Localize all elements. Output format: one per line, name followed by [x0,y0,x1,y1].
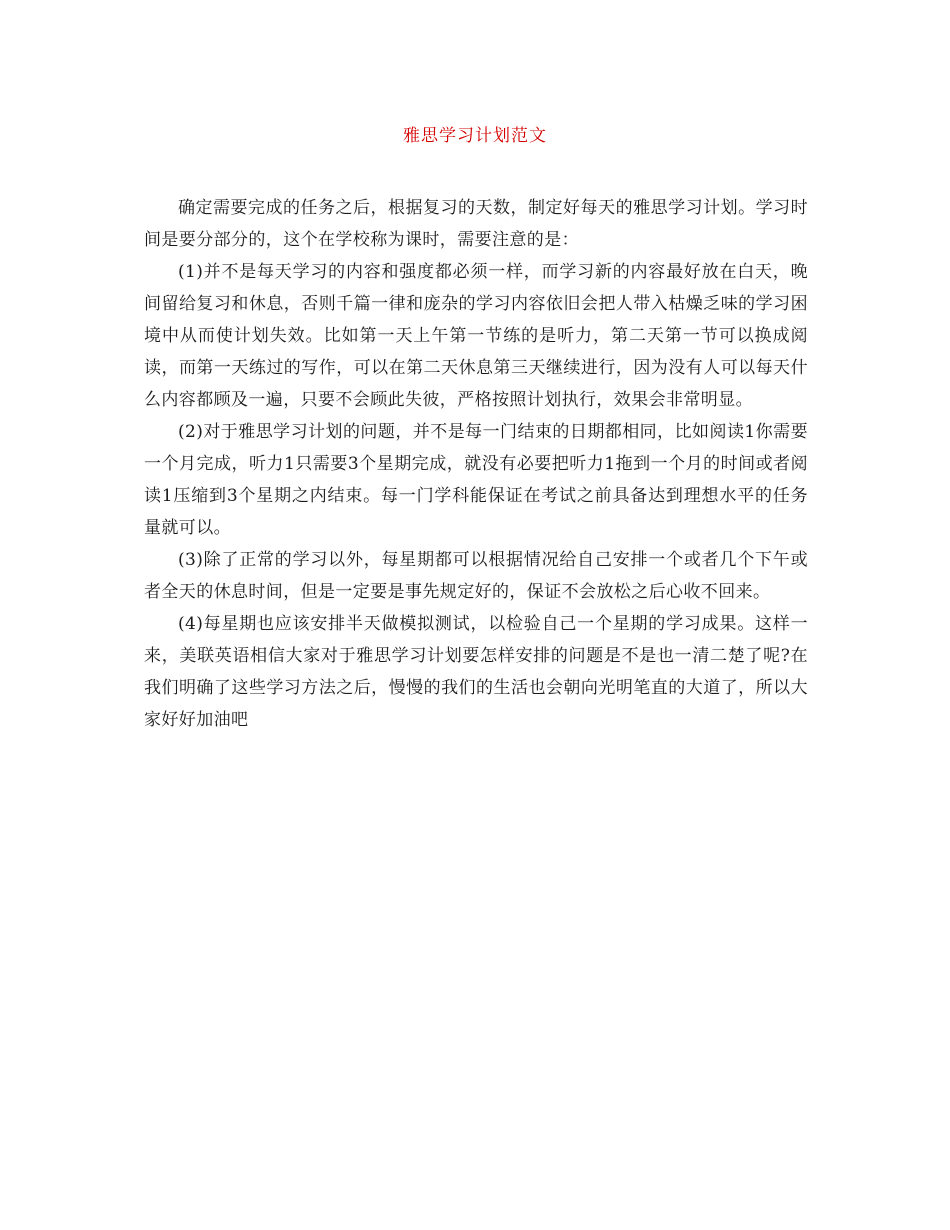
paragraph-point-4: (4)每星期也应该安排半天做模拟测试，以检验自己一个星期的学习成果。这样一来，美联英语相信大家对于雅思学习计划要怎样安排的问题是不是也一清二楚了呢?在我们明确了这些学习方法之后，慢慢的我们的生活也会朝向光明笔直的大道了，所以大家好好加油吧 [144,614,808,730]
paragraph-intro: 确定需要完成的任务之后，根据复习的天数，制定好每天的雅思学习计划。学习时间是要分部分的，这个在学校称为课时，需要注意的是： [144,198,808,250]
paragraph-point-3: (3)除了正常的学习以外，每星期都可以根据情况给自己安排一个或者几个下午或者全天的休息时间，但是一定要是事先规定好的，保证不会放松之后心收不回来。 [144,550,808,602]
document-body [144,192,808,736]
paragraph-point-1: (1)并不是每天学习的内容和强度都必须一样，而学习新的内容最好放在白天，晚间留给复习和休息，否则千篇一律和庞杂的学习内容依旧会把人带入枯燥乏味的学习困境中从而使计划失效。比如第一天上午第一节练的是听力，第二天第一节可以换成阅读，而第一天练过的写作，可以在第二天休息第三天继续进行，因为没有人可以每天什么内容都顾及一遍，只要不会顾此失彼，严格按照计划执行，效果会非常明显。 [144,262,808,410]
paragraph-point-2: (2)对于雅思学习计划的问题，并不是每一门结束的日期都相同，比如阅读1你需要一个月完成，听力1只需要3个星期完成，就没有必要把听力1拖到一个月的时间或者阅读1压缩到3个星期之内结束。每一门学科能保证在考试之前具备达到理想水平的任务量就可以。 [144,422,808,538]
document-title: 雅思学习计划范文 [403,126,547,146]
